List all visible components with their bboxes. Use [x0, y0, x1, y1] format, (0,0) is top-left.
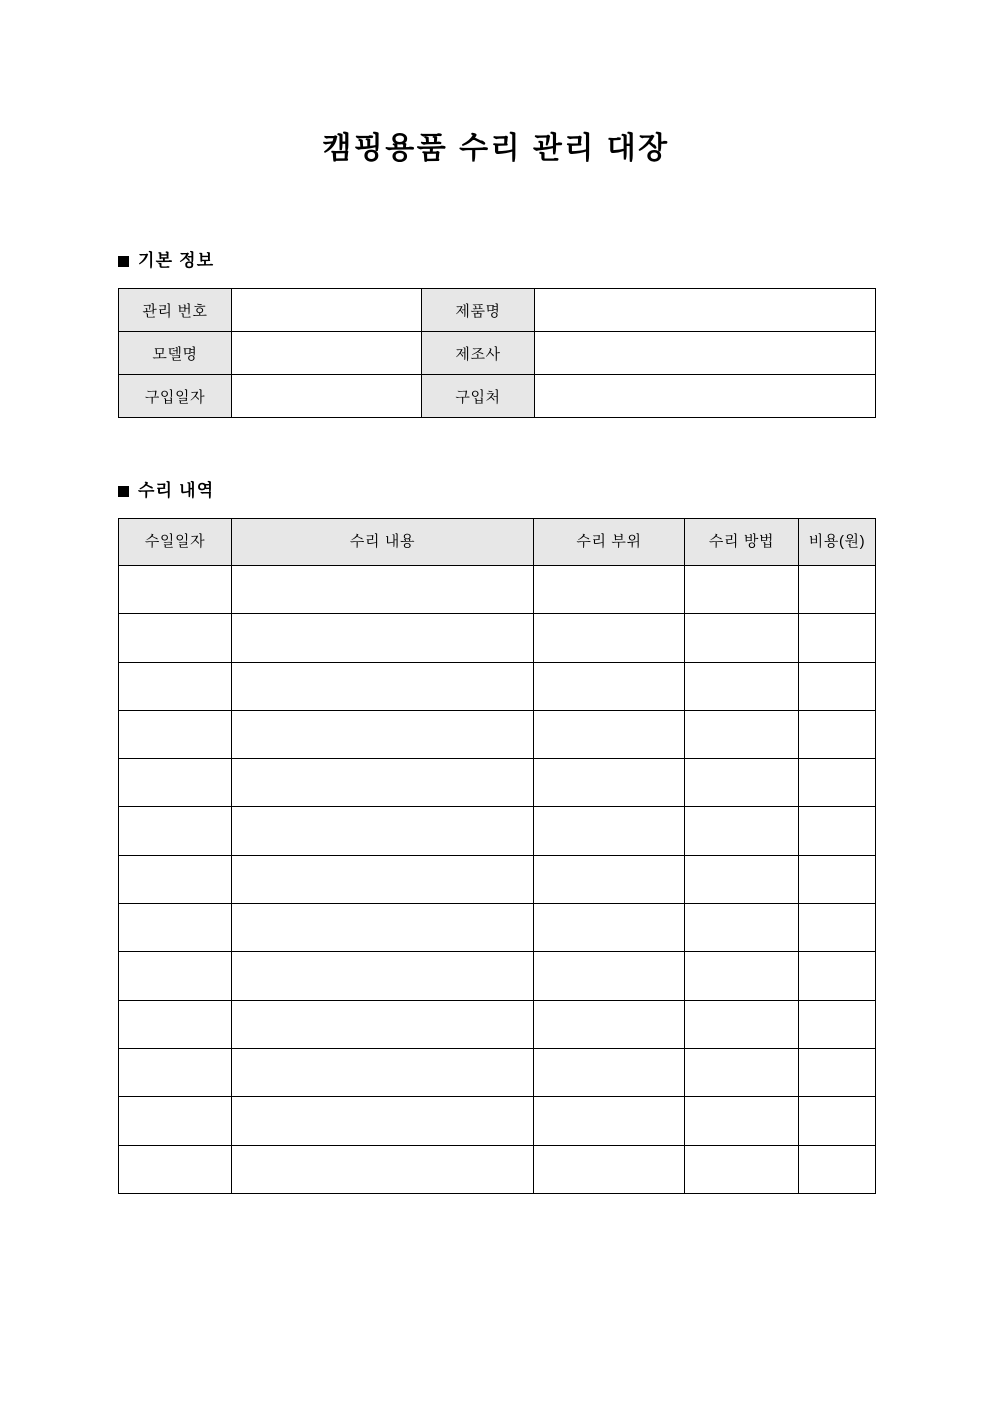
- cell-repair-cost[interactable]: [799, 1000, 876, 1048]
- cell-repair-cost[interactable]: [799, 904, 876, 952]
- field-product-name[interactable]: [535, 289, 876, 332]
- cell-repair-date[interactable]: [119, 807, 232, 855]
- cell-repair-method[interactable]: [685, 1000, 799, 1048]
- cell-repair-cost[interactable]: [799, 807, 876, 855]
- table-row: [119, 1048, 876, 1096]
- cell-repair-cost[interactable]: [799, 855, 876, 903]
- cell-repair-method[interactable]: [685, 904, 799, 952]
- label-manufacturer: 제조사: [422, 332, 535, 375]
- cell-repair-part[interactable]: [534, 807, 685, 855]
- cell-repair-method[interactable]: [685, 759, 799, 807]
- column-header-repair-date: 수일일자: [119, 519, 232, 566]
- label-purchase-place: 구입처: [422, 375, 535, 418]
- label-model-name: 모델명: [119, 332, 232, 375]
- table-header-row: [119, 519, 876, 566]
- cell-repair-detail[interactable]: [232, 614, 534, 662]
- cell-repair-part[interactable]: [534, 1097, 685, 1145]
- cell-repair-method[interactable]: [685, 566, 799, 614]
- cell-repair-detail[interactable]: [232, 1000, 534, 1048]
- cell-repair-date[interactable]: [119, 662, 232, 710]
- table-row: [119, 662, 876, 710]
- cell-repair-detail[interactable]: [232, 904, 534, 952]
- cell-repair-date[interactable]: [119, 1097, 232, 1145]
- cell-repair-detail[interactable]: [232, 1145, 534, 1193]
- cell-repair-method[interactable]: [685, 1048, 799, 1096]
- column-header-repair-cost: 비용(원): [799, 519, 876, 566]
- section-heading-repair-history-label: 수리 내역: [138, 481, 215, 500]
- cell-repair-cost[interactable]: [799, 1145, 876, 1193]
- label-purchase-date: 구입일자: [119, 375, 232, 418]
- cell-repair-detail[interactable]: [232, 1048, 534, 1096]
- cell-repair-cost[interactable]: [799, 566, 876, 614]
- table-row: [119, 807, 876, 855]
- cell-repair-detail[interactable]: [232, 662, 534, 710]
- cell-repair-cost[interactable]: [799, 614, 876, 662]
- repair-history-table: [118, 518, 876, 1194]
- cell-repair-method[interactable]: [685, 952, 799, 1000]
- cell-repair-method[interactable]: [685, 662, 799, 710]
- table-row: [119, 855, 876, 903]
- cell-repair-detail[interactable]: [232, 855, 534, 903]
- table-row: [119, 904, 876, 952]
- cell-repair-date[interactable]: [119, 759, 232, 807]
- cell-repair-part[interactable]: [534, 566, 685, 614]
- cell-repair-method[interactable]: [685, 807, 799, 855]
- cell-repair-method[interactable]: [685, 614, 799, 662]
- cell-repair-part[interactable]: [534, 1048, 685, 1096]
- cell-repair-date[interactable]: [119, 614, 232, 662]
- table-row: [119, 759, 876, 807]
- cell-repair-date[interactable]: [119, 855, 232, 903]
- section-heading-basic-info: [118, 251, 214, 271]
- cell-repair-detail[interactable]: [232, 710, 534, 758]
- cell-repair-cost[interactable]: [799, 952, 876, 1000]
- table-row: [119, 1000, 876, 1048]
- cell-repair-date[interactable]: [119, 904, 232, 952]
- table-row: [119, 375, 876, 418]
- cell-repair-part[interactable]: [534, 952, 685, 1000]
- cell-repair-part[interactable]: [534, 710, 685, 758]
- cell-repair-date[interactable]: [119, 1048, 232, 1096]
- section-heading-basic-info-label: 기본 정보: [138, 251, 215, 270]
- column-header-repair-detail: 수리 내용: [232, 519, 534, 566]
- cell-repair-detail[interactable]: [232, 759, 534, 807]
- field-purchase-date[interactable]: [232, 375, 422, 418]
- cell-repair-cost[interactable]: [799, 710, 876, 758]
- table-row: [119, 1097, 876, 1145]
- cell-repair-detail[interactable]: [232, 807, 534, 855]
- basic-info-table: [118, 288, 876, 418]
- cell-repair-cost[interactable]: [799, 662, 876, 710]
- table-row: [119, 710, 876, 758]
- table-row: [119, 566, 876, 614]
- cell-repair-date[interactable]: [119, 566, 232, 614]
- section-heading-repair-history: [118, 481, 214, 501]
- cell-repair-part[interactable]: [534, 855, 685, 903]
- cell-repair-method[interactable]: [685, 1097, 799, 1145]
- table-row: [119, 1145, 876, 1193]
- column-header-repair-method: 수리 방법: [685, 519, 799, 566]
- table-row: [119, 332, 876, 375]
- cell-repair-method[interactable]: [685, 855, 799, 903]
- cell-repair-method[interactable]: [685, 710, 799, 758]
- cell-repair-date[interactable]: [119, 952, 232, 1000]
- cell-repair-part[interactable]: [534, 614, 685, 662]
- cell-repair-method[interactable]: [685, 1145, 799, 1193]
- cell-repair-detail[interactable]: [232, 1097, 534, 1145]
- cell-repair-cost[interactable]: [799, 1048, 876, 1096]
- cell-repair-date[interactable]: [119, 1145, 232, 1193]
- field-model-name[interactable]: [232, 332, 422, 375]
- filled-square-bullet-icon: [118, 486, 129, 497]
- cell-repair-cost[interactable]: [799, 759, 876, 807]
- field-management-number[interactable]: [232, 289, 422, 332]
- cell-repair-part[interactable]: [534, 904, 685, 952]
- cell-repair-date[interactable]: [119, 710, 232, 758]
- field-purchase-place[interactable]: [535, 375, 876, 418]
- field-manufacturer[interactable]: [535, 332, 876, 375]
- cell-repair-detail[interactable]: [232, 566, 534, 614]
- column-header-repair-part: 수리 부위: [534, 519, 685, 566]
- label-management-number: 관리 번호: [119, 289, 232, 332]
- table-row: [119, 952, 876, 1000]
- cell-repair-date[interactable]: [119, 1000, 232, 1048]
- table-row: [119, 614, 876, 662]
- cell-repair-part[interactable]: [534, 1000, 685, 1048]
- cell-repair-part[interactable]: [534, 662, 685, 710]
- filled-square-bullet-icon: [118, 256, 129, 267]
- cell-repair-part[interactable]: [534, 1145, 685, 1193]
- table-row: [119, 289, 876, 332]
- page-title: 캠핑용품 수리 관리 대장: [322, 132, 670, 165]
- cell-repair-part[interactable]: [534, 759, 685, 807]
- label-product-name: 제품명: [422, 289, 535, 332]
- cell-repair-cost[interactable]: [799, 1097, 876, 1145]
- cell-repair-detail[interactable]: [232, 952, 534, 1000]
